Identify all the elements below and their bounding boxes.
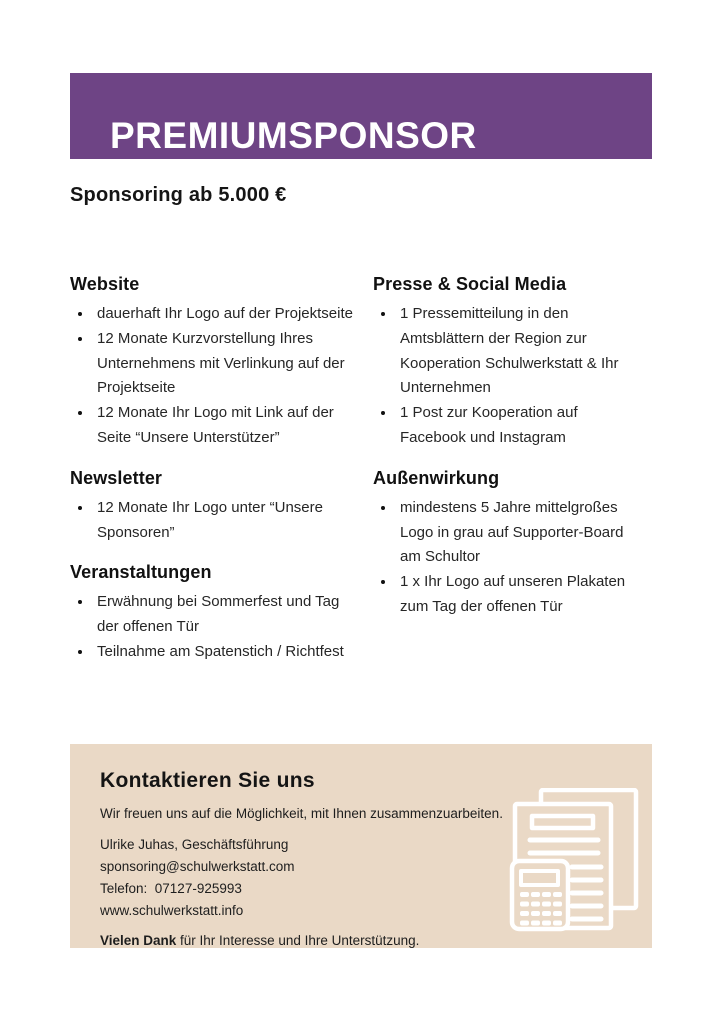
benefit-item: • Teilnahme am Spatenstich / Richtfest [93, 640, 355, 665]
section-veranstaltungen [70, 562, 373, 664]
right-column [373, 274, 652, 682]
section-heading: Newsletter [70, 467, 163, 488]
benefit-item: • 1 Post zur Kooperation auf Facebook und Instagram [396, 401, 643, 451]
benefit-item: • 12 Monate Ihr Logo unter “Unsere Sponsoren” [93, 496, 355, 546]
section-heading: Veranstaltungen [70, 562, 212, 583]
invoice-calculator-icon [505, 788, 647, 933]
thanks-rest: für Ihr Interesse und Ihre Unterstützung. [176, 933, 420, 948]
benefit-item: • mindestens 5 Jahre mittelgroßes Logo in grau auf Supporter-Board am Schultor [396, 496, 643, 570]
section-aussenwirkung [373, 468, 652, 620]
benefit-item: • 12 Monate Ihr Logo mit Link auf der Seite “Unsere Unterstützer” [93, 401, 355, 451]
contact-box [70, 744, 652, 948]
contact-intro: Wir freuen uns auf die Möglichkeit, mit Ihnen zusammenzuarbeiten. [100, 806, 503, 821]
thanks-bold: Vielen Dank [100, 933, 177, 948]
price-subtitle: Sponsoring ab 5.000 € [70, 184, 287, 206]
benefit-list [70, 590, 355, 664]
thanks-line [100, 933, 652, 948]
left-column [70, 274, 373, 682]
contact-person: Ulrike Juhas, Geschäftsführung [100, 837, 289, 852]
benefit-list [70, 496, 355, 546]
page-title: PREMIUMSPONSOR [110, 115, 477, 156]
benefit-item: • Erwähnung bei Sommerfest und Tag der offenen Tür [93, 590, 355, 640]
benefit-list [373, 302, 643, 451]
contact-heading: Kontaktieren Sie uns [100, 769, 315, 792]
contact-website: www.schulwerkstatt.info [100, 903, 244, 918]
benefit-list [70, 302, 355, 451]
contact-email: sponsoring@schulwerkstatt.com [100, 859, 295, 874]
contact-phone: Telefon: 07127-925993 [100, 881, 242, 896]
benefit-item: • 12 Monate Kurzvorstellung Ihres Unternehmens mit Verlinkung auf der Projektseite [93, 327, 355, 401]
section-website [70, 274, 373, 451]
section-heading: Website [70, 274, 140, 294]
section-newsletter [70, 468, 373, 546]
section-heading: Außenwirkung [373, 467, 500, 488]
benefit-list [373, 496, 643, 620]
benefit-item: • 1 x Ihr Logo auf unseren Plakaten zum Tag der offenen Tür [396, 570, 643, 620]
benefit-item: • dauerhaft Ihr Logo auf der Projektseite [93, 302, 355, 327]
title-banner [70, 73, 652, 159]
benefits-columns [70, 274, 652, 682]
section-heading: Presse & Social Media [373, 274, 567, 294]
section-presse-social-media [373, 274, 652, 451]
benefit-item: • 1 Pressemitteilung in den Amtsblättern der Region zur Kooperation Schulwerkstatt & Ihr Unternehmen [396, 302, 643, 401]
